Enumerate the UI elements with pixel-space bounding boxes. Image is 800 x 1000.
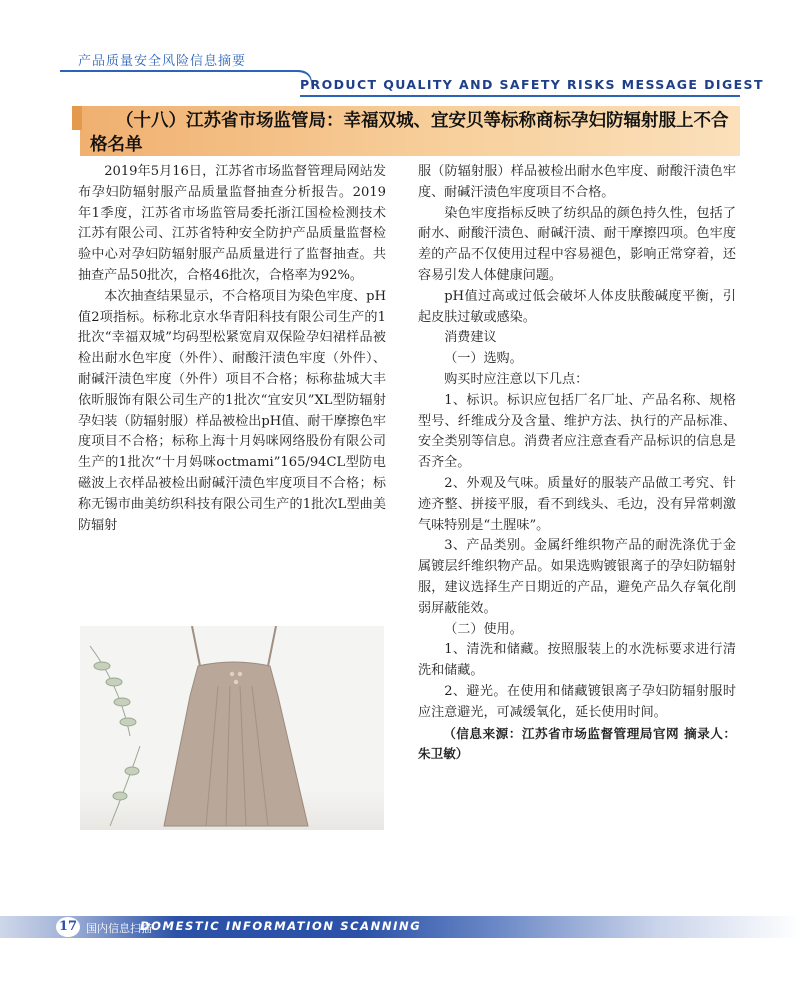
paragraph-continued: 服（防辐射服）样品被检出耐水色牢度、耐酸汗渍色牢度、耐碱汗渍色牢度项目不合格。: [418, 164, 736, 200]
paragraph: 2、避光。在使用和储藏镀银离子孕妇防辐射服时应注意避光，可减缓氧化，延长使用时间。: [418, 683, 736, 720]
article-title-banner: [80, 106, 740, 156]
paragraph: 3、产品类别。金属纤维织物产品的耐洗涤优于金属镀层纤维织物产品。如果选购镀银离子的孕妇防辐射服，建议选择生产日期近的产品，避免产品久存氧化削弱屏蔽能效。: [418, 538, 736, 616]
camisole-illustration: [80, 626, 384, 830]
right-column: [418, 162, 736, 765]
page-number: 17: [56, 917, 80, 937]
paragraph: 2、外观及气味。质量好的服装产品做工考究、针迹齐整、拼接平服，看不到线头、毛边，没有异常刺激气味特别是“土腥味”。: [418, 475, 736, 533]
subheading: （二）使用。: [444, 621, 523, 637]
paragraph: pH值过高或过低会破坏人体皮肤酸碱度平衡，引起皮肤过敏或感染。: [418, 288, 736, 325]
paragraph: 1、清洗和储藏。按照服装上的水洗标要求进行清洗和储藏。: [418, 642, 736, 679]
product-photo: [80, 626, 384, 830]
header-title-en: PRODUCT QUALITY AND SAFETY RISKS MESSAGE DIGEST: [300, 77, 764, 92]
section-heading: 消费建议: [444, 330, 497, 346]
paragraph: 购买时应注意以下几点：: [444, 371, 589, 387]
source-note: （信息来源：江苏省市场监督管理局官网 摘录人：朱卫敏）: [418, 725, 736, 762]
footer-section-cn: 国内信息扫描: [86, 922, 152, 935]
header-title-cn: 产品质量安全风险信息摘要: [78, 54, 247, 69]
article-title: （十八）江苏省市场监管局：幸福双城、宜安贝等标称商标孕妇防辐射服上不合格名单: [90, 111, 729, 155]
plant-decoration: [90, 646, 140, 826]
banner-tab-marker: [72, 106, 82, 130]
paragraph: 本次抽查结果显示，不合格项目为染色牢度、pH值2项指标。标称北京水华青阳科技有限公司生产的1批次“幸福双城”均码型松紧宽肩双保险孕妇裙样品被检出耐水色牢度（外件）、耐酸汗渍色牢度（外件）、耐碱汗渍色牢度（外件）项目不合格；标称盐城大丰依昕服饰有限公司生产的1批次“宜安贝”XL型防辐射孕妇装（防辐射服）样品被检出pH值、耐干摩擦色牢度项目不合格；标称上海十月妈咪网络股份有限公司生产的1批次“十月妈咪octmami”165/94CL型防电磁波上衣样品被检出耐碱汗渍色牢度项目不合格；标称无锡市曲美纺织科技有限公司生产的1批次L型曲美防辐射: [78, 288, 386, 533]
subheading: （一）选购。: [444, 351, 523, 367]
header-rule-left: [60, 70, 290, 72]
paragraph: 染色牢度指标反映了纺织品的颜色持久性，包括了耐水、耐酸汗渍色、耐碱汗渍、耐干摩擦四项。色牢度差的产品不仅使用过程中容易褪色，影响正常穿着，还容易引发人体健康问题。: [418, 205, 736, 283]
paragraph: 2019年5月16日，江苏省市场监督管理局网站发布孕妇防辐射服产品质量监督抽查分析报告。2019年1季度，江苏省市场监管局委托浙江国检检测技术江苏有限公司、江苏省特种安全防护产品质量监督检验中心对孕妇防辐射服产品质量进行了监督抽查。共抽查产品50批次，合格46批次，合格率为92%。: [78, 164, 386, 283]
paragraph: 1、标识。标识应包括厂名厂址、产品名称、规格型号、纤维成分及含量、维护方法、执行的产品标准、安全类别等信息。消费者应注意查看产品标识的信息是否齐全。: [418, 392, 736, 471]
header-rule-right: [300, 95, 740, 97]
footer-section-en: DOMESTIC INFORMATION SCANNING: [140, 919, 422, 933]
left-column: [78, 162, 386, 536]
